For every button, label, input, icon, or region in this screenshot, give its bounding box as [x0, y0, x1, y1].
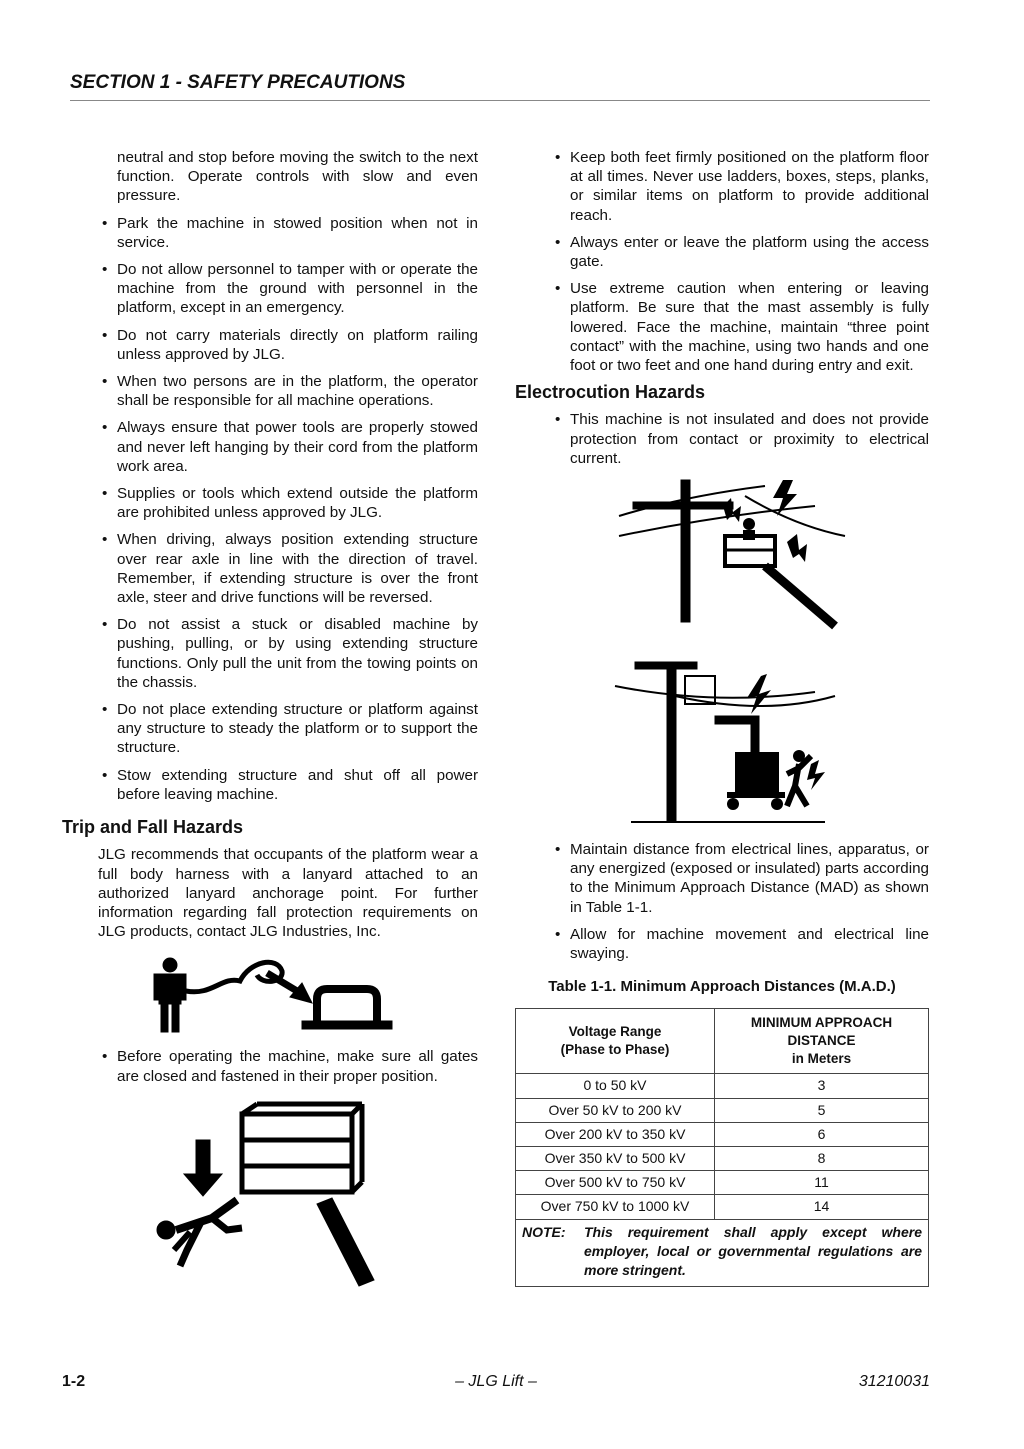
note-text: This requirement shall apply except where employer, local or governmental regulations are more stringent. — [584, 1223, 922, 1279]
list-item: • Stow extending structure and shut off all power before leaving machine. — [62, 766, 478, 804]
left-bullet-list — [62, 214, 478, 804]
page-number: 1-2 — [62, 1373, 86, 1390]
voltage-cell: Over 50 kV to 200 kV — [516, 1098, 715, 1122]
list-item: • Allow for machine movement and electrical line swaying. — [515, 925, 929, 963]
left-column — [62, 148, 478, 1290]
distance-cell: 5 — [715, 1098, 929, 1122]
list-item: • Keep both feet firmly positioned on the platform floor at all times. Never use ladders, boxes, steps, planks, or similar items on platform to provide additional reach. — [515, 148, 929, 225]
distance-bullet-list — [515, 840, 929, 963]
distance-header: MINIMUM APPROACH DISTANCE in Meters — [715, 1009, 929, 1074]
page-header: SECTION 1 - SAFETY PRECAUTIONS — [70, 72, 930, 101]
trip-fall-paragraph: JLG recommends that occupants of the platform wear a full body harness with a lanyard attached to an authorized lanyard anchorage point. For further information regarding fall protection requirements on JLG products, contact JLG Industries, Inc. — [98, 846, 478, 941]
list-item: • Do not place extending structure or platform against any structure to steady the platform or to support the structure. — [62, 700, 478, 758]
table-row — [516, 1098, 929, 1122]
list-item: • Do not allow personnel to tamper with or operate the machine from the ground with personnel in the platform, except in an emergency. — [62, 260, 478, 318]
list-item: • This machine is not insulated and does not provide protection from contact or proximity to electrical current. — [515, 410, 929, 468]
continued-paragraph: neutral and stop before moving the switch to the next function. Operate controls with slow and even pressure. — [117, 149, 478, 205]
table-title: Table 1-1. Minimum Approach Distances (M.A.D.) — [548, 978, 896, 996]
list-item: • Before operating the machine, make sure all gates are closed and fastened in their proper position. — [62, 1047, 478, 1085]
voltage-cell: 0 to 50 kV — [516, 1074, 715, 1098]
trip-fall-heading: Trip and Fall Hazards — [62, 817, 244, 838]
table-note-row — [516, 1219, 929, 1287]
distance-cell: 8 — [715, 1147, 929, 1171]
list-item: • Always ensure that power tools are properly stowed and never left hanging by their cord from the platform work area. — [62, 418, 478, 476]
note-label: NOTE: — [522, 1223, 566, 1240]
voltage-cell: Over 200 kV to 350 kV — [516, 1122, 715, 1146]
voltage-range-header: Voltage Range (Phase to Phase) — [516, 1009, 715, 1074]
fall-hazard-illustration — [62, 1100, 478, 1290]
list-item: • Use extreme caution when entering or leaving platform. Be sure that the mast assembly is fully lowered. Face the machine, maintain “three point contact” with the machine, using two hands and one foot or two feet and one hand during entry and exit. — [515, 279, 929, 375]
gates-bullet-list — [62, 1047, 478, 1085]
right-bullet-list — [515, 148, 929, 375]
footer-center: – JLG Lift – — [455, 1373, 537, 1390]
table-note — [516, 1219, 929, 1287]
list-item: • When two persons are in the platform, the operator shall be responsible for all machine operations. — [62, 372, 478, 410]
table-row — [516, 1122, 929, 1146]
power-line-platform-illustration — [515, 476, 929, 636]
table-row — [516, 1195, 929, 1219]
distance-cell: 11 — [715, 1171, 929, 1195]
document-number: 31210031 — [858, 1373, 930, 1390]
voltage-cell: Over 350 kV to 500 kV — [516, 1147, 715, 1171]
power-line-ground-illustration — [515, 656, 929, 826]
table-row — [516, 1074, 929, 1098]
list-item: • Always enter or leave the platform using the access gate. — [515, 233, 929, 271]
table-row — [516, 1171, 929, 1195]
voltage-cell: Over 500 kV to 750 kV — [516, 1171, 715, 1195]
electro-bullet-list — [515, 410, 929, 468]
list-item: • Do not carry materials directly on platform railing unless approved by JLG. — [62, 326, 478, 364]
electrocution-heading: Electrocution Hazards — [515, 382, 706, 403]
mad-table — [515, 1008, 929, 1287]
list-item: • When driving, always position extending structure over rear axle in line with the direction of travel. Remember, if extending structure is over the front axle, steer and drive functions will be reversed. — [62, 530, 478, 607]
harness-lanyard-illustration — [62, 951, 478, 1041]
right-column — [515, 148, 929, 1287]
distance-cell: 3 — [715, 1074, 929, 1098]
distance-cell: 6 — [715, 1122, 929, 1146]
list-item: • Do not assist a stuck or disabled machine by pushing, pulling, or by using extending structure functions. Only pull the unit from the towing points on the chassis. — [62, 615, 478, 692]
list-item: • Park the machine in stowed position when not in service. — [62, 214, 478, 252]
list-item: • Maintain distance from electrical lines, apparatus, or any energized (exposed or insulated) parts according to the Minimum Approach Distance (MAD) as shown in Table 1-1. — [515, 840, 929, 917]
table-row — [516, 1147, 929, 1171]
distance-cell: 14 — [715, 1195, 929, 1219]
voltage-cell: Over 750 kV to 1000 kV — [516, 1195, 715, 1219]
table-header-row — [516, 1009, 929, 1074]
list-item: • Supplies or tools which extend outside the platform are prohibited unless approved by JLG. — [62, 484, 478, 522]
